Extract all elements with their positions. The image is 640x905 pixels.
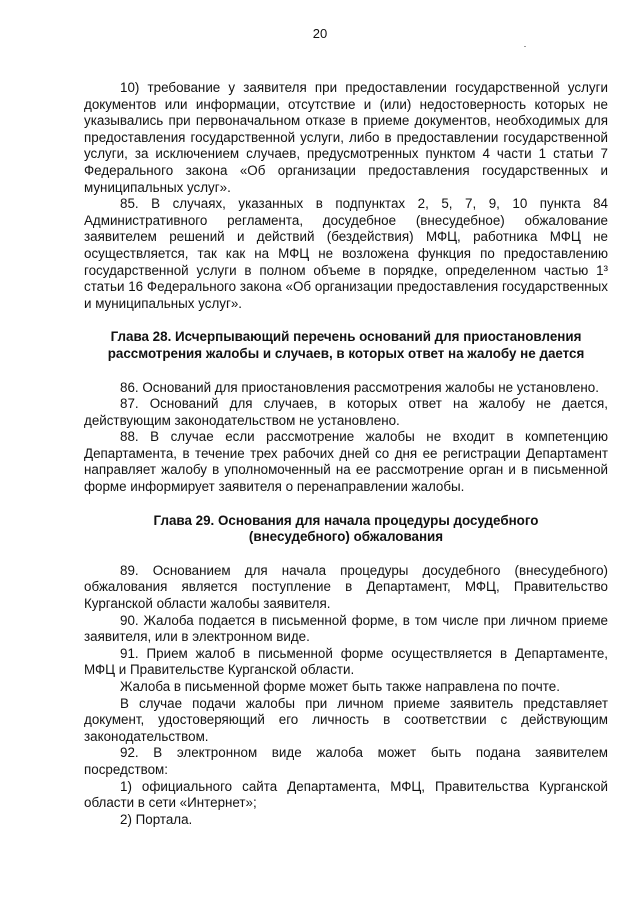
- paragraph-item-10: 10) требование у заявителя при предоставлении государственной услуги документов или информации, отсутствие и (или) недостоверность которых не указывались при первоначальном отказе в приеме документов, необходимых для предоставления государственной услуги, либо в предоставлении государственной услуги, за исключением случаев, предусмотренных пунктом 4 части 1 статьи 7 Федерального закона «Об организации предоставления государственных и муниципальных услуг».: [84, 80, 608, 195]
- paragraph-mail: Жалоба в письменной форме может быть также направлена по почте.: [120, 679, 560, 694]
- paragraph-88: 88. В случае если рассмотрение жалобы не входит в компетенцию Департамента, в течение трех рабочих дней со дня ее регистрации Департамент направляет жалобу в уполномоченный на ее рассмотрение орган и в письменной форме информирует заявителя о перенаправлении жалобы.: [84, 429, 608, 495]
- document-body: [84, 80, 608, 828]
- chapter-28-heading: [84, 329, 608, 362]
- paragraph-90: 90. Жалоба подается в письменной форме, в том числе при личном приеме заявителя, или в электронном виде.: [84, 612, 608, 645]
- paragraph-87: 87. Оснований для случаев, в которых ответ на жалобу не дается, действующим законодательством не установлено.: [84, 396, 608, 428]
- paragraph-91: 91. Прием жалоб в письменной форме осуществляется в Департаменте, МФЦ и Правительстве Курганской области.: [84, 645, 608, 678]
- paragraph-personal-reception: В случае подачи жалобы при личном приеме заявитель представляет документ, удостоверяющий его личность в соответствии с действующим законодательством.: [84, 695, 608, 744]
- chapter-28-heading-line-2: рассмотрения жалобы и случаев, в которых ответ на жалобу не дается: [107, 345, 585, 361]
- list-item-official-site: 1) официального сайта Департамента, МФЦ, Правительства Курганской области в сети «Интернет»;: [84, 778, 608, 811]
- list-item-portal: 2) Портала.: [120, 811, 193, 827]
- chapter-29-heading-line-1: Глава 29. Основания для начала процедуры досудебного: [153, 512, 539, 528]
- chapter-29-heading-line-2: (внесудебного) обжалования: [248, 529, 444, 545]
- page-number: 20: [312, 26, 328, 41]
- chapter-28-heading-line-1: Глава 28. Исчерпывающий перечень оснований для приостановления: [110, 329, 582, 345]
- paragraph-92: 92. В электронном виде жалоба может быть подана заявителем посредством:: [84, 745, 608, 777]
- paragraph-86: 86. Оснований для приостановления рассмотрения жалобы не установлено.: [120, 379, 599, 395]
- paragraph-85: 85. В случаях, указанных в подпунктах 2, 5, 7, 9, 10 пункта 84 Административного регламента, досудебное (внесудебное) обжалование заявителем решений и действий (бездействия) МФЦ, работника МФЦ не осуществляется, так как на МФЦ не возложена функция по предоставлению государственной услуги в полном объеме в порядке, определенном частью 1³ статьи 16 Федерального закона «Об организации предоставления государственных и муниципальных услуг».: [84, 196, 608, 311]
- paragraph-89: 89. Основанием для начала процедуры досудебного (внесудебного) обжалования является поступление в Департамент, МФЦ, Правительство Курганской области жалобы заявителя.: [84, 562, 608, 612]
- chapter-29-heading: [84, 513, 608, 546]
- scan-speck: [524, 46, 526, 47]
